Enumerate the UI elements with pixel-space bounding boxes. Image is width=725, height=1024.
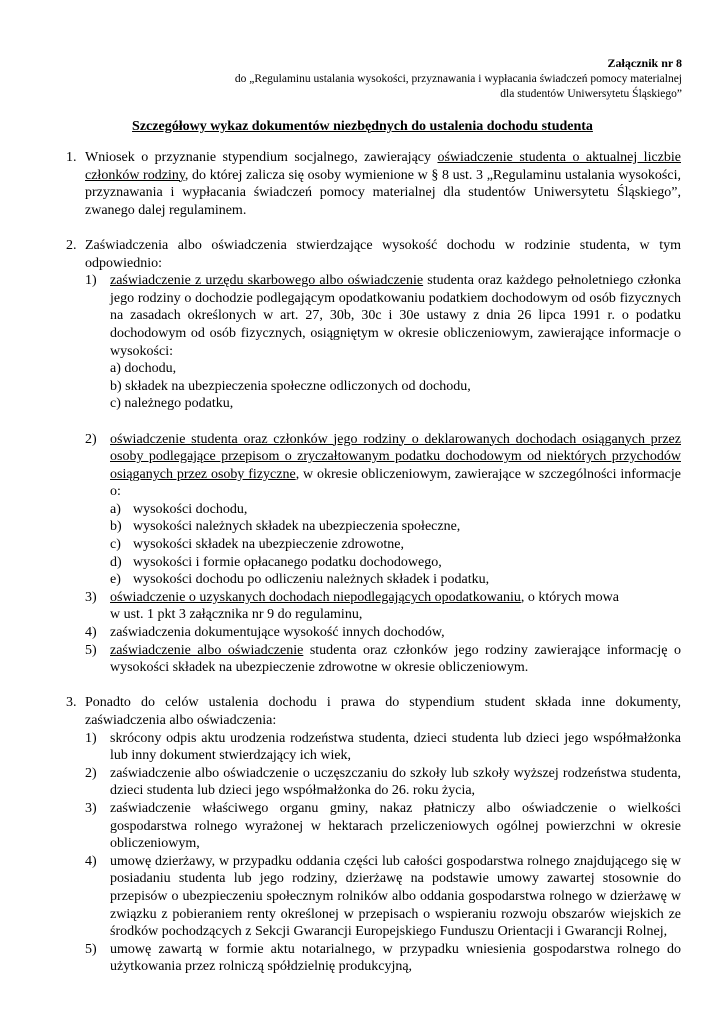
list-item: [85, 853, 681, 941]
list-item: [85, 730, 681, 765]
sub-item: [110, 554, 681, 572]
item-number: 5): [85, 642, 97, 658]
item-text-continuation: w ust. 1 pkt 3 załącznika nr 9 do regulaminu,: [110, 607, 363, 623]
section-2: [66, 237, 681, 272]
list-item: [85, 800, 681, 853]
item-text: zaświadczenia dokumentujące wysokość innych dochodów,: [110, 625, 445, 641]
sub-item-text: wysokości dochodu po odliczeniu należnych składek i podatku,: [133, 572, 490, 588]
sub-item-text: wysokości i formie opłacanego podatku dochodowego,: [133, 554, 442, 570]
sub-item-text: wysokości należnych składek na ubezpieczenia społeczne,: [133, 519, 461, 535]
section-text: Wniosek o przyznanie stypendium socjalnego, zawierający: [85, 150, 438, 165]
underlined-document-name: zaświadczenie albo oświadczenie: [110, 642, 304, 658]
item-text: skrócony odpis aktu urodzenia rodzeństwa studenta, dzieci studenta lub dzieci jego współmałżonka lub inny dokument stwierdzający ich wiek,: [110, 730, 681, 764]
sub-item: [110, 501, 681, 519]
sub-item-letter: e): [110, 572, 121, 588]
list-item: [85, 765, 681, 800]
item-text: studenta oraz każdego pełnoletniego członka jego rodziny o dochodzie podlegającym opodatkowaniu podatkiem dochodowym od osób fizycznych na zasadach określonych w art. 27, 30b, 30c i 30e ustawy z dnia 26 lipca 1991 r. o podatku dochodowym od osób fizycznych, osiągniętym w okresie obliczeniowym, zawierające informacje o wysokości:: [110, 273, 681, 359]
section-3: [66, 694, 681, 729]
section-number: 1.: [66, 150, 77, 165]
document-title: Szczegółowy wykaz dokumentów niezbędnych do ustalenia dochodu studenta: [132, 119, 593, 134]
item-text: studenta oraz członków jego rodziny zawierające informację o wysokości składek na ubezpieczenie zdrowotne w okresie obliczeniowym.: [110, 642, 681, 676]
underlined-document-name: zaświadczenie z urzędu skarbowego albo oświadczenie: [110, 273, 424, 289]
item-text: zaświadczenie właściwego organu gminy, nakaz płatniczy albo oświadczenie o wielkości gospodarstwa rolnego wyrażonej w hektarach przeliczeniowych ogólnej powierzchni w okresie obliczeniowym,: [110, 800, 681, 852]
item-text: zaświadczenie albo oświadczenie o uczęszczaniu do szkoły lub szkoły wyższej rodzeństwa studenta, dzieci studenta lub dzieci jego współmałżonka do 26. roku życia,: [110, 765, 681, 799]
section-number: 3.: [66, 695, 77, 711]
document-body: [66, 149, 681, 976]
item-number: 3): [85, 800, 97, 816]
item-number: 2): [85, 765, 97, 781]
sub-item: c) należnego podatku,: [110, 396, 234, 412]
item-number: 1): [85, 273, 97, 289]
item-number: 5): [85, 941, 97, 957]
sub-item: b) składek na ubezpieczenia społeczne odliczonych od dochodu,: [110, 378, 471, 394]
annex-header: [235, 56, 682, 103]
item-number: 3): [85, 589, 97, 605]
section-text: do której zalicza się osoby wymienione w § 8 ust. 3 „Regulaminu ustalania wysokości, przyznawania i wypłacania świadczeń pomocy materialnej dla studentów Uniwersytetu Śląskiego”, zwanego dalej regulaminem.: [85, 167, 681, 218]
sub-item-letter: a): [110, 501, 121, 517]
sub-item: [110, 571, 681, 589]
annex-reference-line-2: dla studentów Uniwersytetu Śląskiego”: [500, 88, 682, 100]
list-item: [85, 642, 681, 677]
annex-reference-line-1: do „Regulaminu ustalania wysokości, przyznawania i wypłacania świadczeń pomocy materialnej: [234, 72, 682, 85]
section-number: 2.: [66, 237, 77, 253]
sub-item-letter: b): [110, 519, 122, 535]
sub-item-text: wysokości składek na ubezpieczenie zdrowotne,: [133, 537, 404, 553]
item-text: , w okresie obliczeniowym, zawierające w szczególności informacje o:: [110, 466, 682, 500]
sub-item-letter: d): [110, 554, 122, 570]
list-item: [85, 589, 681, 624]
sub-item-text: wysokości dochodu,: [133, 501, 248, 517]
list-item: [85, 624, 681, 642]
sub-item: a) dochodu,: [110, 361, 177, 377]
sub-item: [110, 518, 681, 536]
underlined-document-name: oświadczenie studenta oraz członków jego rodziny o deklarowanych dochodach osiąganych przez osoby podlegające przepisom o zryczałtowanym podatku dochodowym od niektórych przychodów osiąganych przez osoby fizyczne: [110, 431, 681, 482]
item-text: umowę dzierżawy, w przypadku oddania części lub całości gospodarstwa rolnego znajdującego się w posiadaniu studenta lub jego rodziny, dzierżawę na podstawie umowy zawartej stosownie do przepisów o ubezpieczeniu społecznym rolników albo oddania gospodarstwa rolnego w dzierżawę w związku z pobieraniem renty określonej w przepisach o wspieraniu rozwoju obszarów wiejskich ze środków pochodzących z Sekcji Gwarancji Europejskiego Funduszu Orientacji i Gwarancji Rolnej,: [110, 853, 681, 940]
list-item: [85, 272, 681, 413]
underlined-document-name: oświadczenie studenta o aktualnej liczbie członków rodziny,: [85, 150, 681, 183]
item-text: umowę zawartą w formie aktu notarialnego, w przypadku wniesienia gospodarstwa rolnego do użytkowania przez rolniczą spółdzielnię produkcyjną,: [110, 941, 681, 975]
sub-item: [110, 536, 681, 554]
list-item: [85, 941, 681, 976]
item-number: 1): [85, 730, 97, 746]
section-intro: Zaświadczenia albo oświadczenia stwierdzające wysokość dochodu w rodzinie studenta, w tym odpowiednio:: [85, 237, 681, 271]
list-item: [85, 431, 681, 501]
section-intro: Ponadto do celów ustalenia dochodu i prawa do stypendium student składa inne dokumenty, zaświadczenia albo oświadczenia:: [85, 695, 681, 728]
section-1: [66, 149, 681, 219]
annex-number: Załącznik nr 8: [607, 56, 682, 70]
sub-item-letter: c): [110, 537, 121, 553]
item-number: 4): [85, 853, 97, 869]
item-number: 2): [85, 431, 97, 447]
underlined-document-name: oświadczenie o uzyskanych dochodach niepodlegających opodatkowaniu: [110, 589, 521, 605]
item-text: , o których mowa: [520, 589, 619, 605]
item-number: 4): [85, 625, 97, 641]
